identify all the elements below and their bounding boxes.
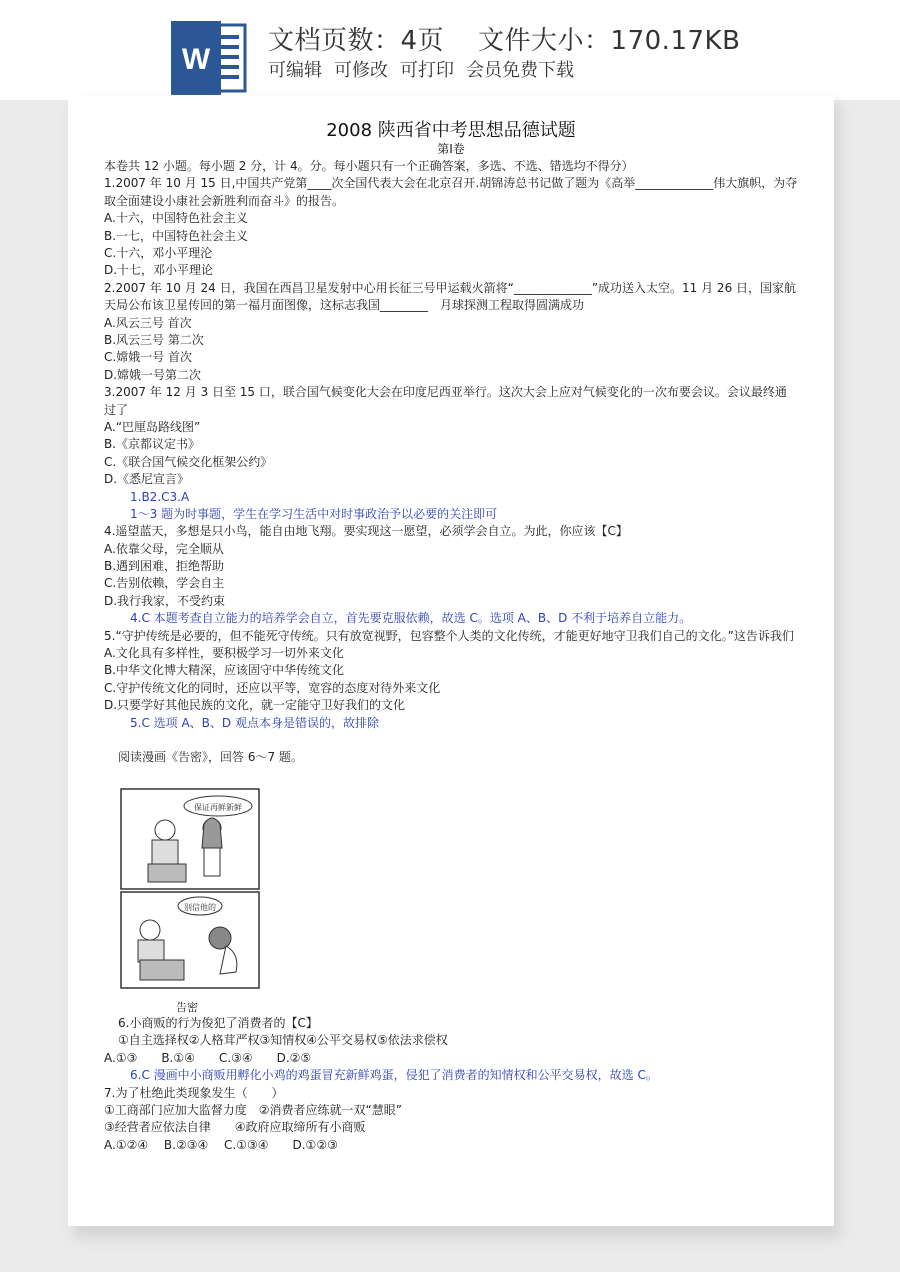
question-line: C.告别依赖，学会自主	[104, 576, 225, 591]
exam-content-continued	[104, 1015, 798, 1154]
page-subtitle: 第Ⅰ卷	[437, 142, 465, 156]
exam-content	[104, 158, 798, 767]
word-document-icon	[171, 21, 251, 95]
question-line: ③经营者应依法自律 ④政府应取缔所有小商贩	[104, 1120, 366, 1135]
question-line: 1.2007 年 10 月 15 日,中国共产党第____次全国代表大会在北京召开.胡锦涛总书记做了题为《高举_____________伟大旗帜，为夺取全面建设小康社会新胜利而奋斗》的报告。	[104, 176, 798, 208]
question-line: 本卷共 12 小题。每小题 2 分，计 4。分。每小题只有一个正确答案，多选、不选、错选均不得分）	[104, 159, 634, 173]
question-line: A.“巴厘岛路线图”	[104, 419, 201, 434]
question-line: 3.2007 年 12 月 3 日至 15 口，联合国气候变化大会在印度尼西亚举行。这次大会上应对气候变化的一次布要会议。会议最终通过了	[104, 385, 787, 417]
question-line: D.嫦娥一号第二次	[104, 367, 202, 382]
question-line: D.《悉尼宣言》	[104, 472, 190, 487]
question-line: D.我行我家，不受约束	[104, 593, 226, 608]
question-line: D.十七，邓小平理论	[104, 263, 214, 278]
cartoon-image	[120, 788, 260, 1006]
question-line: C.十六，邓小平理沦	[104, 245, 213, 260]
answer-line: 1～3 题为时事题，学生在学习生活中对时事政治予以必要的关注即可	[130, 506, 498, 521]
download-header	[0, 0, 900, 100]
question-line: C.嫦娥一号 首次	[104, 350, 193, 365]
question-line: C.《联合国气候交化框架公约》	[104, 454, 273, 469]
question-line: B.一七，中国特色社会主义	[104, 228, 249, 243]
answer-line: 4.C 本题考查自立能力的培养学会自立，首先要克服依赖，故选 C。选项 A、B、D 不利于培养自立能力。	[130, 611, 692, 626]
word-icon-letter: W	[181, 43, 211, 76]
answer-line: 1.B2.C3.A	[130, 489, 190, 504]
answer-line: 5.C 选项 A、B、D 观点本身是错误的，故排除	[130, 715, 379, 730]
file-info	[268, 20, 740, 57]
question-line: B.《京都议定书》	[104, 437, 201, 452]
page-title: 2008 陕西省中考思想品德试题	[326, 120, 576, 141]
question-line: 6.小商贩的行为俊犯了消费者的【C】	[118, 1016, 318, 1030]
question-line	[104, 732, 798, 749]
question-line: 阅读漫画《告密》，回答 6～7 题。	[118, 750, 303, 765]
question-line: A.①②④ B.②③④ C.①③④ D.①②③	[104, 1137, 338, 1152]
cartoon-bubble-2: 别信他的	[184, 903, 216, 912]
question-line: ①工商部门应加大监督力度 ②消费者应练就一双“慧眼”	[104, 1102, 402, 1117]
question-line: A.文化具有多样性，要积极学习一切外来文化	[104, 646, 344, 661]
answer-line: 6.C 漫画中小商贩用孵化小鸡的鸡蛋冒充新鲜鸡蛋，侵犯了消费者的知情权和公平交易权，故选 C。	[130, 1068, 658, 1083]
cartoon-caption: 告密	[176, 1001, 198, 1014]
feature-member-download[interactable]: 会员免费下载	[466, 60, 574, 81]
question-line: 5.“守护传统是必要的，但不能死守传统。只有放宽视野，包容整个人类的文化传统，才能更好地守卫我们自己的文化。”这告诉我们	[104, 628, 794, 643]
question-line: A.依靠父母，完全顺从	[104, 541, 224, 556]
question-line: D.只要学好其他民族的文化，就一定能守卫好我们的文化	[104, 698, 406, 713]
feature-modifiable: 可修改	[334, 60, 388, 81]
page-count: 文档页数：4页	[268, 26, 445, 56]
question-line: C.守护传统文化的同时，还应以平等，宽容的态度对待外来文化	[104, 680, 441, 695]
question-line: 2.2007 年 10 月 24 日，我国在西昌卫星发射中心用长征三号甲运载火箭将“_____________”成功送入太空。11 月 26 日，国家航天局公布该卫星传回的第一福月面图像，这标志我国________ 月球探测工程取得圆满成功	[104, 280, 797, 313]
feature-list	[268, 56, 586, 82]
document-page	[68, 96, 834, 1226]
question-line: A.十六，中国特色社会主义	[104, 211, 248, 226]
question-line: 7.为了杜绝此类现象发生（ ）	[104, 1085, 284, 1100]
question-line: B.风云三号 第二次	[104, 332, 204, 347]
question-line: B.遇到困难，拒绝帮助	[104, 559, 225, 574]
feature-printable: 可打印	[400, 60, 454, 81]
feature-editable: 可编辑	[268, 60, 322, 81]
question-line: ①自主选择权②人格茸严权③知情权④公平交易权⑤依法求偿权	[118, 1033, 448, 1048]
question-line: B.中华文化博大精深，应该固守中华传统文化	[104, 663, 345, 678]
file-size: 文件大小：170.17KB	[478, 26, 741, 56]
question-line: 4.遥望蓝天，多想是只小鸟，能自由地飞翔。要实现这一愿望，必须学会自立。为此，你应该【C】	[104, 524, 628, 539]
question-line: A.①③ B.①④ C.③④ D.②⑤	[104, 1050, 312, 1065]
cartoon-bubble-1: 保证再鲜新鲜	[194, 803, 242, 812]
question-line: A.风云三号 首次	[104, 315, 192, 330]
